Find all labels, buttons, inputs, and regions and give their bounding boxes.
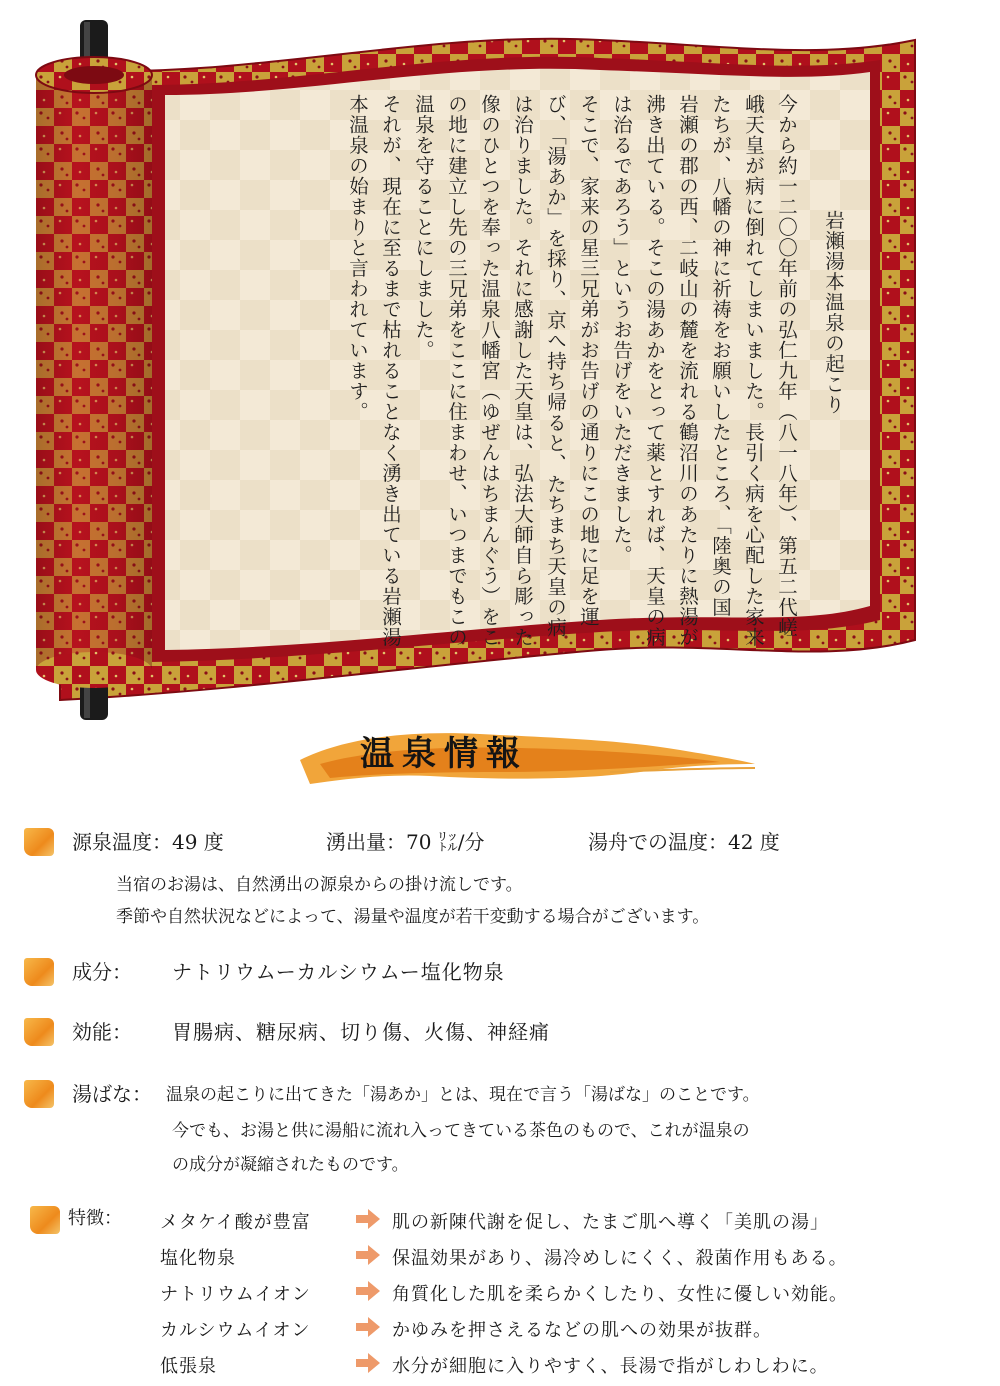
arrow-right-icon <box>355 1208 381 1230</box>
arrow-right-icon <box>355 1352 381 1374</box>
feature-row <box>0 1348 1000 1378</box>
efficacy-label: 効能： <box>72 1020 132 1044</box>
feature-description: かゆみを押さえるなどの肌への効果が抜群。 <box>392 1320 772 1341</box>
feature-row <box>0 1204 1000 1234</box>
spring-temperature-section <box>24 826 984 926</box>
feature-description: 水分が細胞に入りやすく、長湯で指がしわしわに。 <box>392 1356 829 1377</box>
scroll-paragraph-2: そこで、家来の星三兄弟がお告げの通りにこの地に足を運び、「湯あか」を採り、京へ持ち帰ると、たちまち天皇の病は治りました。それに感謝した天皇は、弘法大師自ら彫った像のひとつを奉った温泉八幡宮（ゆぜんはちまんぐう）をこの地に建立し先の三兄弟をここに住まわせ、いつまでもこの温泉を守ることにしました。 <box>412 94 600 648</box>
bath-temperature: 湯舟での温度：42 度 <box>588 830 780 854</box>
arrow-right-icon <box>355 1244 381 1266</box>
section-title: 温泉情報 <box>360 734 528 774</box>
yubana-section <box>24 1078 984 1178</box>
yubana-line-3: の成分が凝縮されたものです。 <box>172 1155 409 1175</box>
yubana-line-2: 今でも、お湯と供に湯船に流れ入ってきている茶色のもので、これが温泉の <box>172 1121 750 1141</box>
bullet-marker-icon <box>24 1018 54 1046</box>
feature-description: 角質化した肌を柔らかくしたり、女性に優しい効能。 <box>392 1284 848 1305</box>
scroll-title: 岩瀬湯本温泉の起こり <box>822 210 845 415</box>
feature-row <box>0 1276 1000 1306</box>
features-list <box>0 1204 1000 1384</box>
yubana-line-1: 温泉の起こりに出てきた「湯あか」とは、現在で言う「湯ばな」のことです。 <box>166 1085 760 1105</box>
scroll-paragraph-1: 今から約一二〇〇年前の弘仁九年（八一八年）、第五二代嵯峨天皇が病に倒れてしまいました。長引く病を心配した家来たちが、八幡の神に祈祷をお願いしたところ、「陸奥の国 岩瀬の郡の西、二岐山の麓を流れる鶴沼川のあたりに熱湯が沸き出ている。そこの湯あかをとって薬とすれば、天皇の病は治るであろう」というお告げをいただきました。 <box>610 94 798 648</box>
feature-name: カルシウムイオン <box>160 1320 311 1341</box>
features-label: 特徴： <box>68 1208 122 1229</box>
source-temperature: 源泉温度：49 度 <box>72 830 224 854</box>
feature-row <box>0 1312 1000 1342</box>
yubana-label: 湯ばな： <box>72 1082 152 1106</box>
efficacy-section <box>24 1016 984 1048</box>
spring-note-2: 季節や自然状況などによって、湯量や温度が若干変動する場合がございます。 <box>116 907 710 927</box>
arrow-right-icon <box>355 1316 381 1338</box>
composition-label: 成分： <box>72 960 132 984</box>
section-heading <box>280 720 760 790</box>
efficacy-value: 胃腸病、糖尿病、切り傷、火傷、神経痛 <box>172 1020 550 1044</box>
scroll-paragraph-3: それが、現在に至るまで枯れることなく湧き出ている岩瀬湯本温泉の始まりと言われています。 <box>346 94 402 648</box>
bullet-marker-icon <box>24 958 54 986</box>
flow-rate: 湧出量：70 ㍑/分 <box>326 830 485 854</box>
feature-row <box>0 1240 1000 1270</box>
feature-name: メタケイ酸が豊富 <box>160 1212 311 1233</box>
spring-note-1: 当宿のお湯は、自然湧出の源泉からの掛け流しです。 <box>116 875 523 895</box>
feature-name: 低張泉 <box>160 1356 217 1377</box>
composition-value: ナトリウムーカルシウムー塩化物泉 <box>172 960 505 984</box>
arrow-right-icon <box>355 1280 381 1302</box>
feature-description: 保温効果があり、湯冷めしにくく、殺菌作用もある。 <box>392 1248 848 1269</box>
feature-name: 塩化物泉 <box>160 1248 236 1269</box>
feature-description: 肌の新陳代謝を促し、たまご肌へ導く「美肌の湯」 <box>392 1212 829 1233</box>
feature-name: ナトリウムイオン <box>160 1284 311 1305</box>
bullet-marker-icon <box>24 828 54 856</box>
composition-section <box>24 956 984 988</box>
bullet-marker-icon <box>24 1080 54 1108</box>
scroll-text <box>190 80 850 650</box>
